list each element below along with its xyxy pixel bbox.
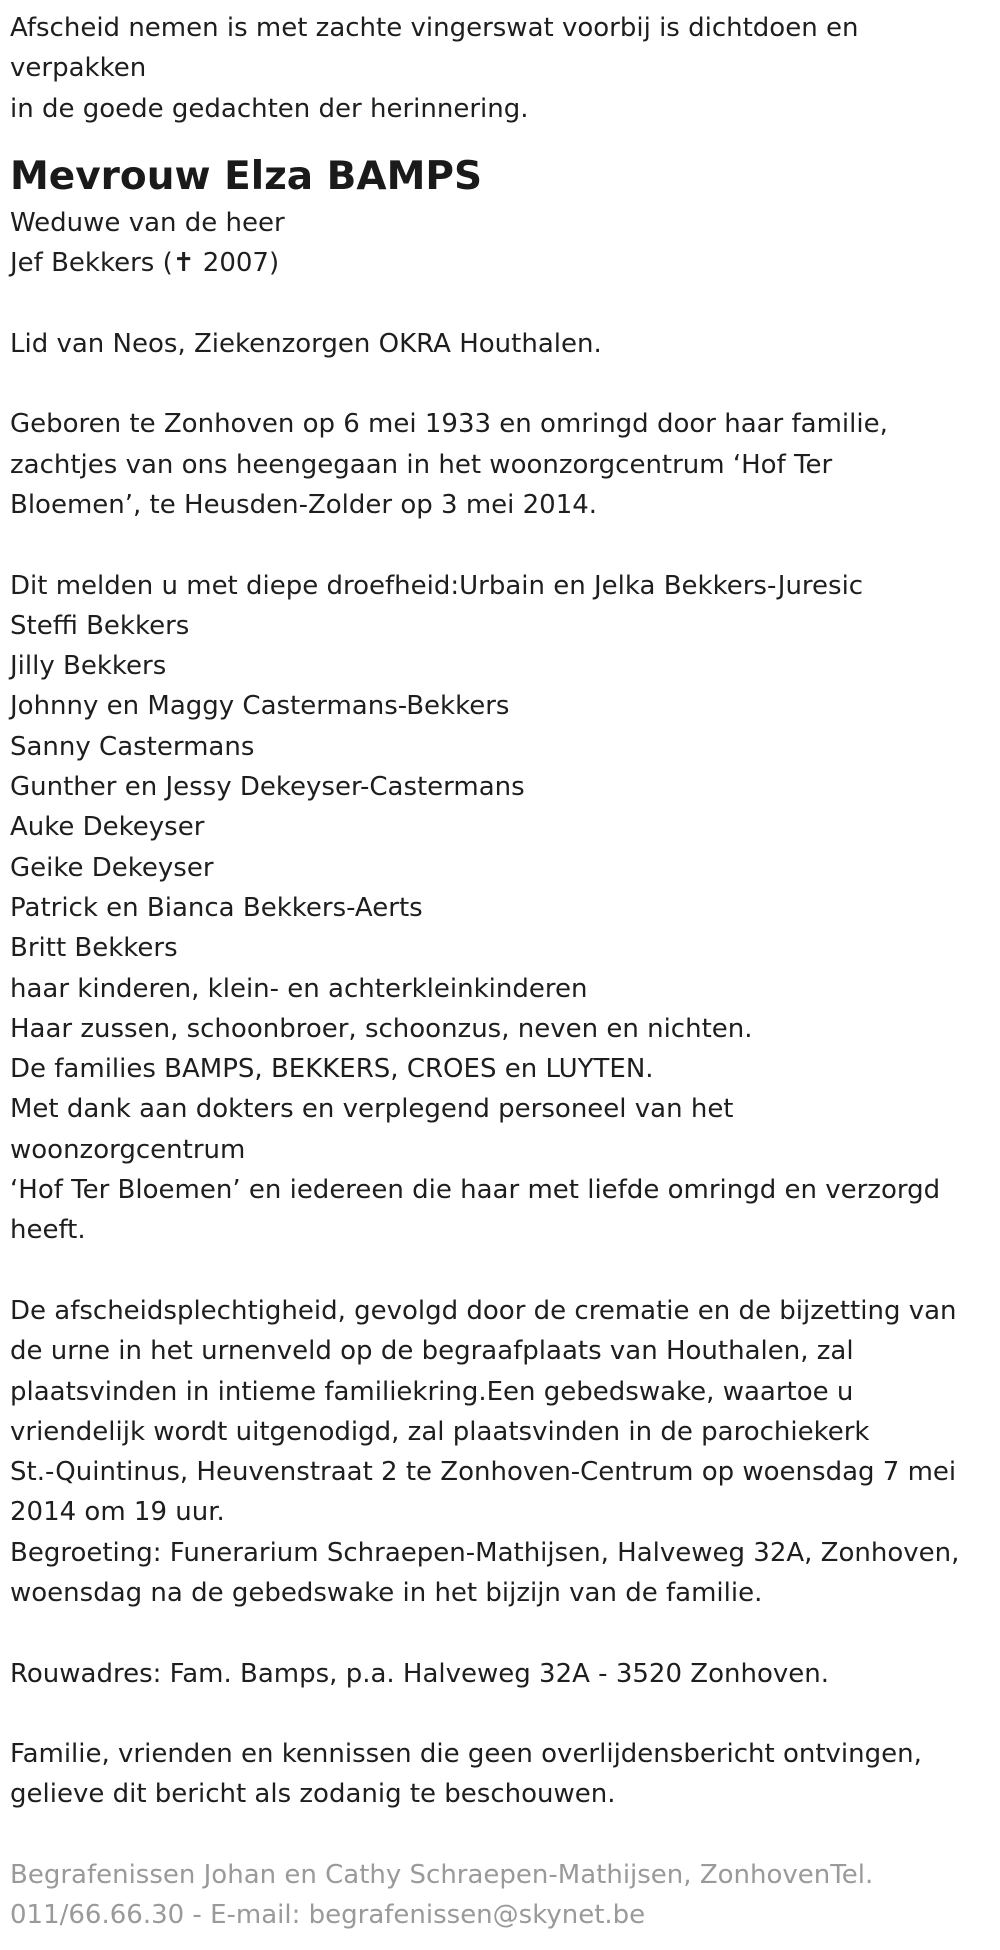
mourner-line: Johnny en Maggy Castermans-Bekkers [10,691,510,722]
spouse-info [10,203,970,284]
deceased-name: Mevrouw Elza BAMPS [10,153,483,199]
birth-death-line: Bloemen’, te Heusden-Zolder op 3 mei 2014. [10,489,598,520]
ceremony-line: St.-Quintinus, Heuvenstraat 2 te Zonhoven-Centrum op woensdag 7 mei [10,1457,957,1488]
mourner-line: Haar zussen, schoonbroer, schoonzus, neven en nichten. [10,1013,753,1044]
mourner-line: Met dank aan dokters en verplegend personeel van het [10,1094,734,1125]
ceremony-line: Begroeting: Funerarium Schraepen-Mathijsen, Halveweg 32A, Zonhoven, [10,1537,960,1568]
mourner-line: woonzorgcentrum [10,1134,246,1165]
notice-line: Familie, vrienden en kennissen die geen overlijdensbericht ontvingen, [10,1739,922,1770]
birth-death-line: Geboren te Zonhoven op 6 mei 1933 en omringd door haar familie, [10,409,888,440]
mourner-line: Britt Bekkers [10,933,178,964]
mourner-line: De families BAMPS, BEKKERS, CROES en LUYTEN. [10,1054,654,1085]
mourner-line: haar kinderen, klein- en achterkleinkinderen [10,973,588,1004]
footer-line: 011/66.66.30 - E-mail: begrafenissen@skynet.be [10,1900,646,1931]
birth-death-line: zachtjes van ons heengegaan in het woonzorgcentrum ‘Hof Ter [10,449,833,480]
spouse-line: Jef Bekkers (✝ 2007) [10,248,280,279]
mourner-line: Dit melden u met diepe droefheid:Urbain en Jelka Bekkers-Juresic [10,570,864,601]
funeral-home-footer [10,1855,970,1936]
mourner-line: Gunther en Jessy Dekeyser-Castermans [10,772,525,803]
mourning-address [10,1654,970,1694]
birth-death-info [10,404,970,525]
quote-line: verpakken [10,53,147,84]
farewell-quote [10,8,970,129]
address-line: Rouwadres: Fam. Bamps, p.a. Halveweg 32A - 3520 Zonhoven. [10,1658,829,1689]
quote-line: Afscheid nemen is met zachte vingerswat voorbij is dichtdoen en [10,13,859,43]
mourner-line: Steffi Bekkers [10,610,190,641]
ceremony-line: vriendelijk wordt uitgenodigd, zal plaatsvinden in de parochiekerk [10,1416,870,1447]
ceremony-info [10,1291,970,1613]
mourners-list [10,566,970,1251]
ceremony-line: de urne in het urnenveld op de begraafplaats van Houthalen, zal [10,1336,854,1367]
ceremony-line: plaatsvinden in intieme familiekring.Een gebedswake, waartoe u [10,1376,854,1407]
footer-line: Begrafenissen Johan en Cathy Schraepen-Mathijsen, ZonhovenTel. [10,1860,874,1891]
ceremony-line: De afscheidsplechtigheid, gevolgd door de crematie en de bijzetting van [10,1295,957,1326]
notice [10,1734,970,1815]
mourner-line: heeft. [10,1215,86,1246]
mourner-line: Sanny Castermans [10,731,255,762]
mourner-line: ‘Hof Ter Bloemen’ en iedereen die haar met liefde omringd en verzorgd [10,1175,941,1206]
mourner-line: Jilly Bekkers [10,651,167,682]
mourner-line: Patrick en Bianca Bekkers-Aerts [10,892,423,923]
mourner-line: Geike Dekeyser [10,852,214,883]
membership-line: Lid van Neos, Ziekenzorgen OKRA Houthalen. [10,328,602,359]
membership [10,324,970,364]
ceremony-line: 2014 om 19 uur. [10,1497,225,1528]
spouse-line: Weduwe van de heer [10,207,285,238]
ceremony-line: woensdag na de gebedswake in het bijzijn van de familie. [10,1577,763,1608]
notice-line: gelieve dit bericht als zodanig te beschouwen. [10,1779,616,1810]
mourner-line: Auke Dekeyser [10,812,205,843]
quote-line: in de goede gedachten der herinnering. [10,93,529,124]
